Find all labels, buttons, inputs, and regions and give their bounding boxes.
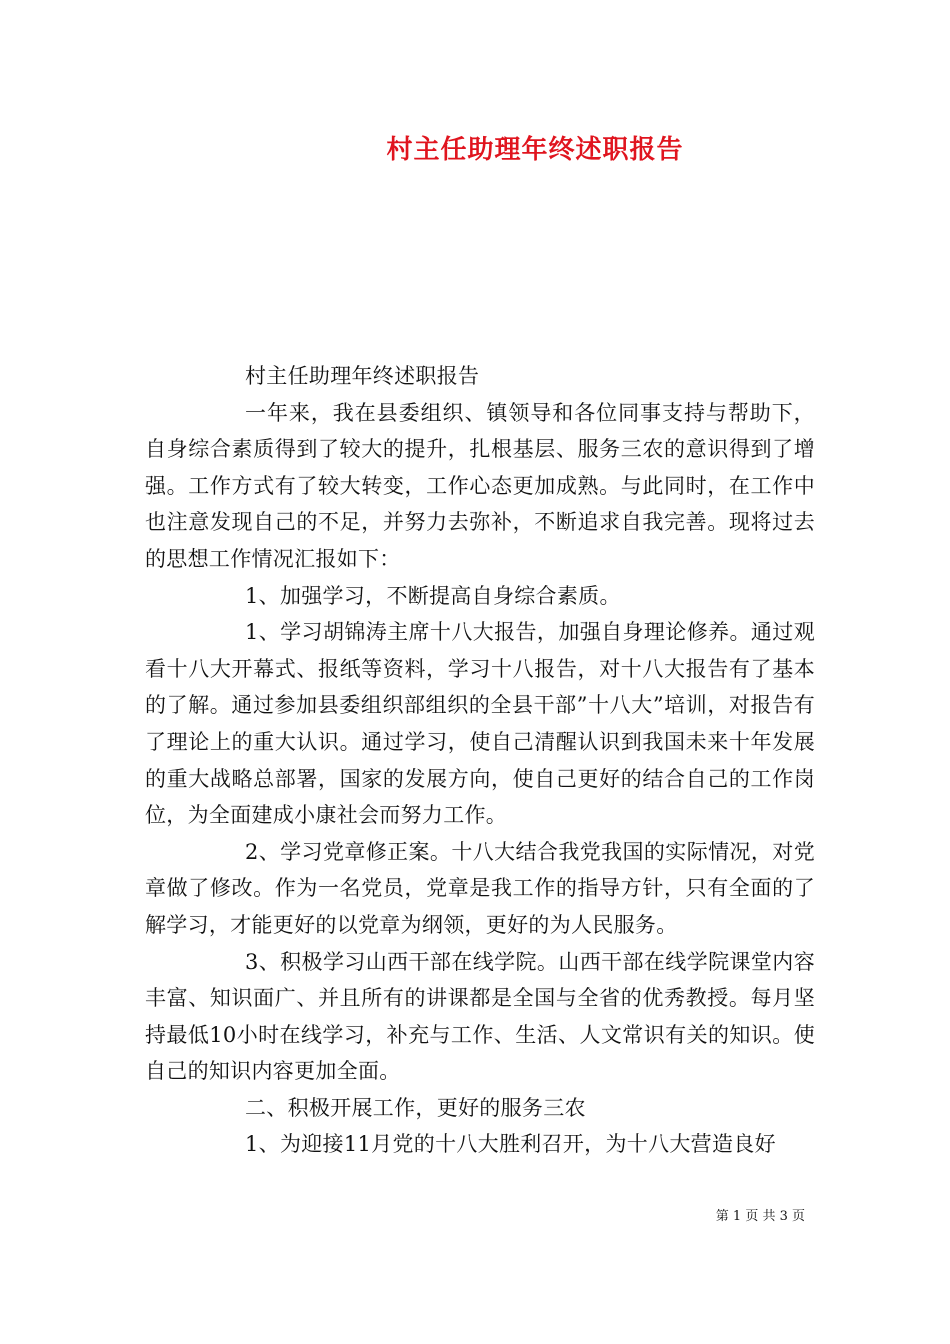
body-heading: 村主任助理年终述职报告: [245, 364, 480, 388]
paragraph-intro: 一年来，我在县委组织、镇领导和各位同事支持与帮助下，自身综合素质得到了较大的提升，扎根基层、服务三农的意识得到了增强。工作方式有了较大转变，工作心态更加成熟。与此同时，在工作中也注意发现自己的不足，并努力去弥补，不断追求自我完善。现将过去的思想工作情况汇报如下：: [145, 400, 815, 571]
page-title: 村主任助理年终述职报告: [386, 135, 684, 165]
document-body: [145, 358, 815, 1163]
paragraph-item-3: 3、积极学习山西干部在线学院。山西干部在线学院课堂内容丰富、知识面广、并且所有的讲课都是全国与全省的优秀教授。每月坚持最低10小时在线学习，补充与工作、生活、人文常识有关的知识。使自己的知识内容更加全面。: [145, 949, 815, 1084]
page-number: 第 1 页 共 3 页: [715, 1209, 805, 1224]
paragraph-item-1: 1、学习胡锦涛主席十八大报告，加强自身理论修养。通过观看十八大开幕式、报纸等资料，学习十八报告，对十八大报告有了基本的了解。通过参加县委组织部组织的全县干部”十八大”培训，对报告有了理论上的重大认识。通过学习，使自己清醒认识到我国未来十年发展的重大战略总部署，国家的发展方向，使自己更好的结合自己的工作岗位，为全面建成小康社会而努力工作。: [145, 620, 815, 828]
section-heading-2: 二、积极开展工作，更好的服务三农: [245, 1095, 586, 1120]
section-heading-1: 1、加强学习，不断提高自身综合素质。: [245, 583, 621, 608]
paragraph-item-2: 2、学习党章修正案。十八大结合我党我国的实际情况，对党章做了修改。作为一名党员，党章是我工作的指导方针，只有全面的了解学习，才能更好的以党章为纲领，更好的为人民服务。: [145, 839, 815, 937]
paragraph-item-4: 1、为迎接11月党的十八大胜利召开，为十八大营造良好: [245, 1132, 776, 1157]
